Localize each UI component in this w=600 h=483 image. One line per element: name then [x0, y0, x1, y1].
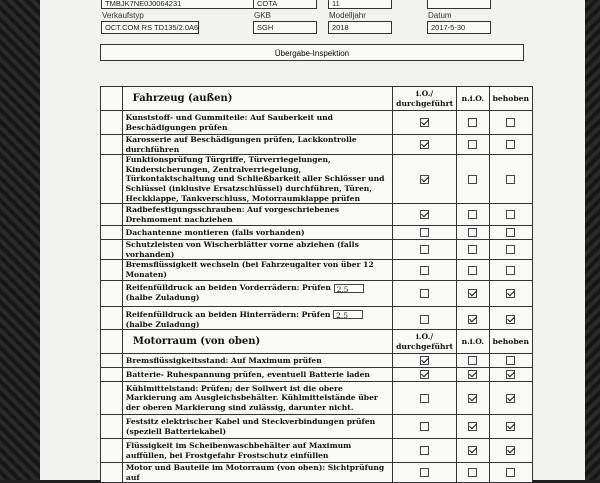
col-behoben: behoben: [489, 87, 532, 111]
checkbox-io-cell: [393, 415, 457, 439]
col-behoben: behoben: [489, 330, 532, 354]
row-marker: [101, 226, 123, 240]
table-row: [101, 226, 533, 240]
item-text: Bremsflüssigkeit wechseln (bei Fahrzeugalter von über 12 Monaten): [122, 260, 393, 280]
row-marker: [101, 155, 123, 204]
item-text-post: (halbe Zuladung): [125, 293, 200, 303]
field-3: 11: [328, 0, 392, 9]
checkbox-io[interactable]: [420, 118, 429, 127]
checkbox-behoben[interactable]: [506, 140, 515, 149]
checkbox-nio-cell: [457, 240, 490, 260]
table-row: [101, 415, 533, 439]
checkbox-io-cell: [393, 368, 457, 382]
fahrzeug-table: [100, 86, 533, 334]
col-io: i.O./ durchgeführt: [393, 330, 457, 354]
checkbox-behoben-cell: [489, 226, 532, 240]
checkbox-io-cell: [393, 135, 457, 155]
checkbox-io[interactable]: [420, 228, 429, 237]
pressure-input[interactable]: 2,5: [333, 310, 363, 319]
checkbox-behoben-cell: [489, 260, 532, 280]
checkbox-nio[interactable]: [468, 245, 477, 254]
col-nio: n.i.O.: [457, 330, 490, 354]
checkbox-behoben-cell: [489, 382, 532, 415]
checkbox-nio[interactable]: [468, 468, 477, 477]
item-text-with-input: [122, 280, 393, 306]
col-nio: n.i.O.: [457, 87, 490, 111]
item-text-pre: Reifenfülldruck an beiden Hinterrädern: Prüfen: [125, 309, 331, 319]
row-marker: [101, 368, 123, 382]
code-field: COTA: [253, 0, 317, 9]
checkbox-nio[interactable]: [468, 228, 477, 237]
table-row: [101, 368, 533, 382]
row-marker: [101, 280, 123, 306]
checkbox-io[interactable]: [420, 315, 429, 324]
table-row: [101, 135, 533, 155]
table-row: [101, 382, 533, 415]
fahrzeug-title: Fahrzeug (außen): [132, 92, 233, 104]
row-marker: [101, 415, 123, 439]
checkbox-io[interactable]: [420, 245, 429, 254]
verkaufstyp-label: Verkaufstyp: [102, 11, 144, 20]
checkbox-behoben[interactable]: [506, 446, 515, 455]
item-text: Batterie- Ruhespannung prüfen, eventuell Batterie laden: [122, 368, 392, 382]
background-left: [0, 0, 40, 480]
checkbox-nio-cell: [457, 439, 490, 463]
motorraum-title: Motorraum (von oben): [132, 335, 261, 347]
checkbox-behoben[interactable]: [506, 356, 515, 365]
row-marker: [101, 382, 123, 415]
checkbox-io[interactable]: [420, 210, 429, 219]
modelljahr-field: 2018: [328, 21, 392, 34]
checkbox-behoben[interactable]: [506, 422, 515, 431]
checkbox-behoben-cell: [489, 368, 532, 382]
item-text: Radbefestigungsschrauben: Auf vorgeschriebenes Drehmoment nachziehen: [122, 204, 393, 226]
motorraum-header-row: [101, 330, 533, 354]
fahrzeug-header-row: [101, 87, 533, 111]
table-row: [101, 155, 533, 204]
checkbox-nio-cell: [457, 204, 490, 226]
checkbox-behoben-cell: [489, 415, 532, 439]
checkbox-io[interactable]: [420, 356, 429, 365]
checkbox-io-cell: [393, 439, 457, 463]
checkbox-behoben[interactable]: [506, 370, 515, 379]
row-marker: [101, 354, 123, 368]
checkbox-behoben-cell: [489, 155, 532, 204]
field-4: [427, 0, 491, 9]
checkbox-io-cell: [393, 240, 457, 260]
checkbox-nio-cell: [457, 280, 490, 306]
checkbox-nio-cell: [457, 226, 490, 240]
checkbox-io-cell: [393, 280, 457, 306]
table-row: [101, 111, 533, 135]
table-row: [101, 439, 533, 463]
checkbox-nio-cell: [457, 354, 490, 368]
checkbox-behoben[interactable]: [506, 175, 515, 184]
checkbox-behoben[interactable]: [506, 394, 515, 403]
table-row: [101, 354, 533, 368]
checkbox-nio-cell: [457, 382, 490, 415]
checkbox-io[interactable]: [420, 140, 429, 149]
checkbox-nio[interactable]: [468, 446, 477, 455]
checkbox-nio[interactable]: [468, 266, 477, 275]
table-row: [101, 280, 533, 306]
table-row: [101, 260, 533, 280]
checkbox-io-cell: [393, 260, 457, 280]
item-text: Flüssigkeit im Scheibenwaschbehälter auf Maximum auffüllen, bei Frostgefahr Frostschutz einfüllen: [122, 439, 392, 463]
checkbox-io-cell: [393, 354, 457, 368]
checkbox-io[interactable]: [420, 370, 429, 379]
checkbox-behoben[interactable]: [506, 315, 515, 324]
checkbox-behoben-cell: [489, 135, 532, 155]
checkbox-nio-cell: [457, 415, 490, 439]
checkbox-nio-cell: [457, 135, 490, 155]
checkbox-behoben[interactable]: [506, 289, 515, 298]
checkbox-nio[interactable]: [468, 210, 477, 219]
checkbox-nio[interactable]: [468, 356, 477, 365]
item-text: Kunststoff- und Gummiteile: Auf Sauberkeit und Beschädigungen prüfen: [122, 111, 393, 135]
row-marker: [101, 204, 123, 226]
checkbox-behoben-cell: [489, 439, 532, 463]
checkbox-io[interactable]: [420, 175, 429, 184]
checkbox-behoben[interactable]: [506, 228, 515, 237]
checkbox-behoben[interactable]: [506, 266, 515, 275]
item-text: Funktionsprüfung Türgriffe, Türverriegelungen, Kindersicherungen, Zentralverriegelung, Türkontaktschaltung und Schließbarkeit aller Schlösser und Schlüssel (inklusive Ersatzschlüssel) durchführen, Türen, Heckklappe, Tankverschluss, Motorraumklappe prüfen: [122, 155, 393, 204]
col-io: i.O./ durchgeführt: [393, 87, 457, 111]
checkbox-nio-cell: [457, 155, 490, 204]
checkbox-behoben[interactable]: [506, 468, 515, 477]
modelljahr-label: Modelljahr: [329, 11, 366, 20]
checkbox-behoben[interactable]: [506, 118, 515, 127]
checkbox-behoben-cell: [489, 240, 532, 260]
checkbox-io[interactable]: [420, 446, 429, 455]
item-text-post: (halbe Zuladung): [125, 319, 200, 329]
vin-field: TMBJK7NE0J0064231: [101, 0, 259, 9]
datum-field: 2017-5-30: [427, 21, 491, 34]
checkbox-behoben[interactable]: [506, 210, 515, 219]
table-row: [101, 204, 533, 226]
checkbox-behoben-cell: [489, 354, 532, 368]
pressure-input[interactable]: 2,5: [334, 284, 364, 293]
checkbox-nio-cell: [457, 260, 490, 280]
row-marker: [101, 111, 123, 135]
datum-label: Datum: [428, 11, 452, 20]
checkbox-io-cell: [393, 111, 457, 135]
item-text: Schutzleisten von Wischerblätter vorne abziehen (falls vorhanden): [122, 240, 393, 260]
checkbox-io-cell: [393, 226, 457, 240]
verkaufstyp-field: OCT.COM RS TD135/2.0A6: [101, 21, 199, 34]
checkbox-io[interactable]: [420, 468, 429, 477]
checkbox-io[interactable]: [420, 422, 429, 431]
row-marker: [101, 240, 123, 260]
checkbox-nio[interactable]: [468, 289, 477, 298]
item-text: Motor und Bauteile im Motorraum (von oben): Sichtprüfung auf: [122, 463, 392, 483]
checkbox-nio[interactable]: [468, 394, 477, 403]
checkbox-nio[interactable]: [468, 140, 477, 149]
row-marker: [101, 135, 123, 155]
checkbox-io-cell: [393, 204, 457, 226]
checkbox-io-cell: [393, 382, 457, 415]
checkbox-nio[interactable]: [468, 118, 477, 127]
checkbox-nio-cell: [457, 368, 490, 382]
checkbox-behoben-cell: [489, 111, 532, 135]
checkbox-nio[interactable]: [468, 370, 477, 379]
checkbox-io-cell: [393, 155, 457, 204]
checkbox-nio[interactable]: [468, 422, 477, 431]
checkbox-behoben-cell: [489, 280, 532, 306]
checkbox-nio[interactable]: [468, 175, 477, 184]
checkbox-behoben[interactable]: [506, 245, 515, 254]
item-text: Dachantenne montieren (falls vorhanden): [122, 226, 393, 240]
checkbox-behoben-cell: [489, 204, 532, 226]
table-row: [101, 240, 533, 260]
motorraum-table: [100, 329, 533, 483]
row-marker: [101, 260, 123, 280]
item-text: Bremsflüssigkeitsstand: Auf Maximum prüfen: [122, 354, 392, 368]
section-banner: Übergabe-Inspektion: [100, 44, 524, 61]
checkbox-io[interactable]: [420, 289, 429, 298]
gkb-label: GKB: [254, 11, 271, 20]
checkbox-io[interactable]: [420, 394, 429, 403]
gkb-field: SGH: [253, 21, 317, 34]
checkbox-nio[interactable]: [468, 315, 477, 324]
checkbox-io[interactable]: [420, 266, 429, 275]
checkbox-nio-cell: [457, 111, 490, 135]
row-marker: [101, 439, 123, 463]
item-text: Festsitz elektrischer Kabel und Steckverbindungen prüfen (speziell Batteriekabel): [122, 415, 392, 439]
item-text-pre: Reifenfülldruck an beiden Vorderrädern: Prüfen: [125, 283, 331, 293]
item-text: Karosserie auf Beschädigungen prüfen, Lackkontrolle durchführen: [122, 135, 393, 155]
item-text: Kühlmittelstand: Prüfen; der Sollwert ist die obere Markierung am Ausgleichsbehälter. Kühlmittelstände über der oberen Markierung sind zulässig, darunter nicht.: [122, 382, 392, 415]
